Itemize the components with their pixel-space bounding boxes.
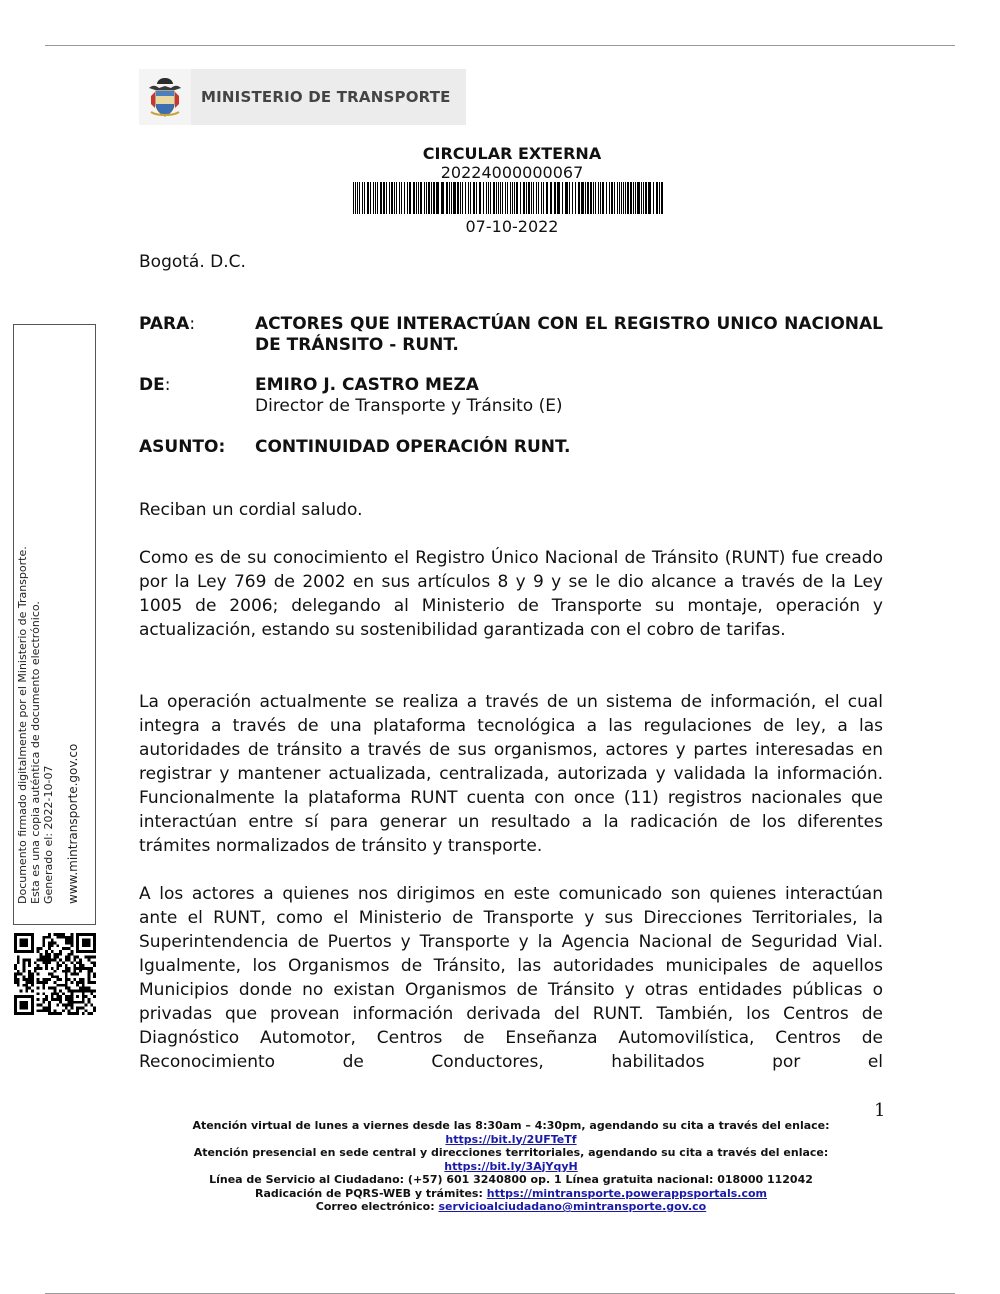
footer-link-email[interactable]: servicioalciudadano@mintransporte.gov.co — [438, 1200, 707, 1213]
circular-title: CIRCULAR EXTERNA — [422, 144, 602, 163]
footer-email: Correo electrónico: servicioalciudadano@mintransporte.gov.co — [315, 1200, 707, 1213]
asunto-label: ASUNTO: — [139, 437, 226, 457]
ministry-logo — [139, 69, 466, 125]
footer-link-in-person[interactable]: https://bit.ly/3AjYqyH — [444, 1159, 578, 1173]
qr-code — [14, 933, 96, 1015]
footer — [0, 1119, 1000, 1214]
colombia-coat-of-arms-icon — [139, 69, 191, 125]
paragraph-2: La operación actualmente se realiza a través de un sistema de información, el cual integra a través de una plataforma tecnológica a las regulaciones de ley, a las autoridades de tránsito a través de sus organismos, actores y partes interesadas en registrar y mantener actualizada, centralizada, autorizada y validada la información. Funcionalmente la plataforma RUNT cuenta con once (11) registros nacionales que interactúan entre sí para generar un resultado a la radicación de los diferentes trámites normalizados de tránsito y transporte. — [139, 692, 883, 856]
ministry-name: MINISTERIO DE TRANSPORTE — [201, 88, 451, 106]
circular-number: 20224000000067 — [440, 163, 584, 182]
greeting: Reciban un cordial saludo. — [139, 500, 363, 520]
de-label: DE: — [139, 375, 171, 395]
para-label: PARA: — [139, 314, 196, 334]
asunto-field — [139, 437, 883, 459]
footer-pqrs: Radicación de PQRS-WEB y trámites: https://mintransporte.powerappsportals.com — [254, 1186, 768, 1200]
para-field — [139, 314, 883, 358]
circular-date: 07-10-2022 — [465, 217, 559, 236]
digital-signature-text: Documento firmado digitalmente por el Ministerio de Transporte. Esta es una copia auténtica de documento electrónico. Generado el: 2022-10-07 — [16, 546, 55, 904]
para-value: ACTORES QUE INTERACTÚAN CON EL REGISTRO UNICO NACIONAL DE TRÁNSITO - RUNT. — [255, 314, 883, 355]
top-rule — [45, 45, 955, 46]
footer-link-virtual[interactable]: https://bit.ly/2UFTeTf — [445, 1132, 577, 1146]
place-line: Bogotá. D.C. — [139, 252, 246, 272]
paragraph-1: Como es de su conocimiento el Registro Único Nacional de Tránsito (RUNT) fue creado por la Ley 769 de 2002 en sus artículos 8 y 9 y se le dio alcance a través de la Ley 1005 de 2006; delegando al Ministerio de Transporte su montaje, operación y actualización, estando su sostenibilidad garantizada con el cobro de tarifas. — [139, 548, 883, 640]
paragraph-3: A los actores a quienes nos dirigimos en este comunicado son quienes interactúan ante el RUNT, como el Ministerio de Transporte y sus Direcciones Territoriales, la Superintendencia de Puertos y Transporte y la Agencia Nacional de Seguridad Vial. Igualmente, los Organismos de Tránsito, las autoridades municipales de aquellos Municipios donde no existan Organismos de Tránsito y otras entidades públicas o privadas que provean información derivada del RUNT. También, los Centros de Diagnóstico Automotor, Centros de Enseñanza Automovilística, Centros de Reconocimiento de Conductores, habilitados por el — [139, 884, 883, 1072]
barcode — [353, 182, 667, 214]
ministry-website[interactable]: www.mintransporte.gov.co — [66, 743, 80, 904]
asunto-value: CONTINUIDAD OPERACIÓN RUNT. — [255, 437, 571, 457]
footer-in-person-attention: Atención presencial en sede central y direcciones territoriales, agendando su cita a través del enlace: — [193, 1146, 829, 1159]
footer-phone-line: Línea de Servicio al Ciudadano: (+57) 601 3240800 op. 1 Línea gratuita nacional: 018000 112042 — [209, 1173, 813, 1186]
footer-link-pqrs[interactable]: https://mintransporte.powerappsportals.com — [486, 1186, 768, 1200]
page-number: 1 — [874, 1100, 886, 1121]
footer-virtual-attention: Atención virtual de lunes a viernes desde las 8:30am – 4:30pm, agendando su cita a través del enlace: — [192, 1119, 830, 1132]
de-value — [255, 375, 883, 417]
de-role: Director de Transporte y Tránsito (E) — [255, 396, 563, 416]
de-field — [139, 375, 883, 419]
de-name: EMIRO J. CASTRO MEZA — [255, 375, 479, 395]
